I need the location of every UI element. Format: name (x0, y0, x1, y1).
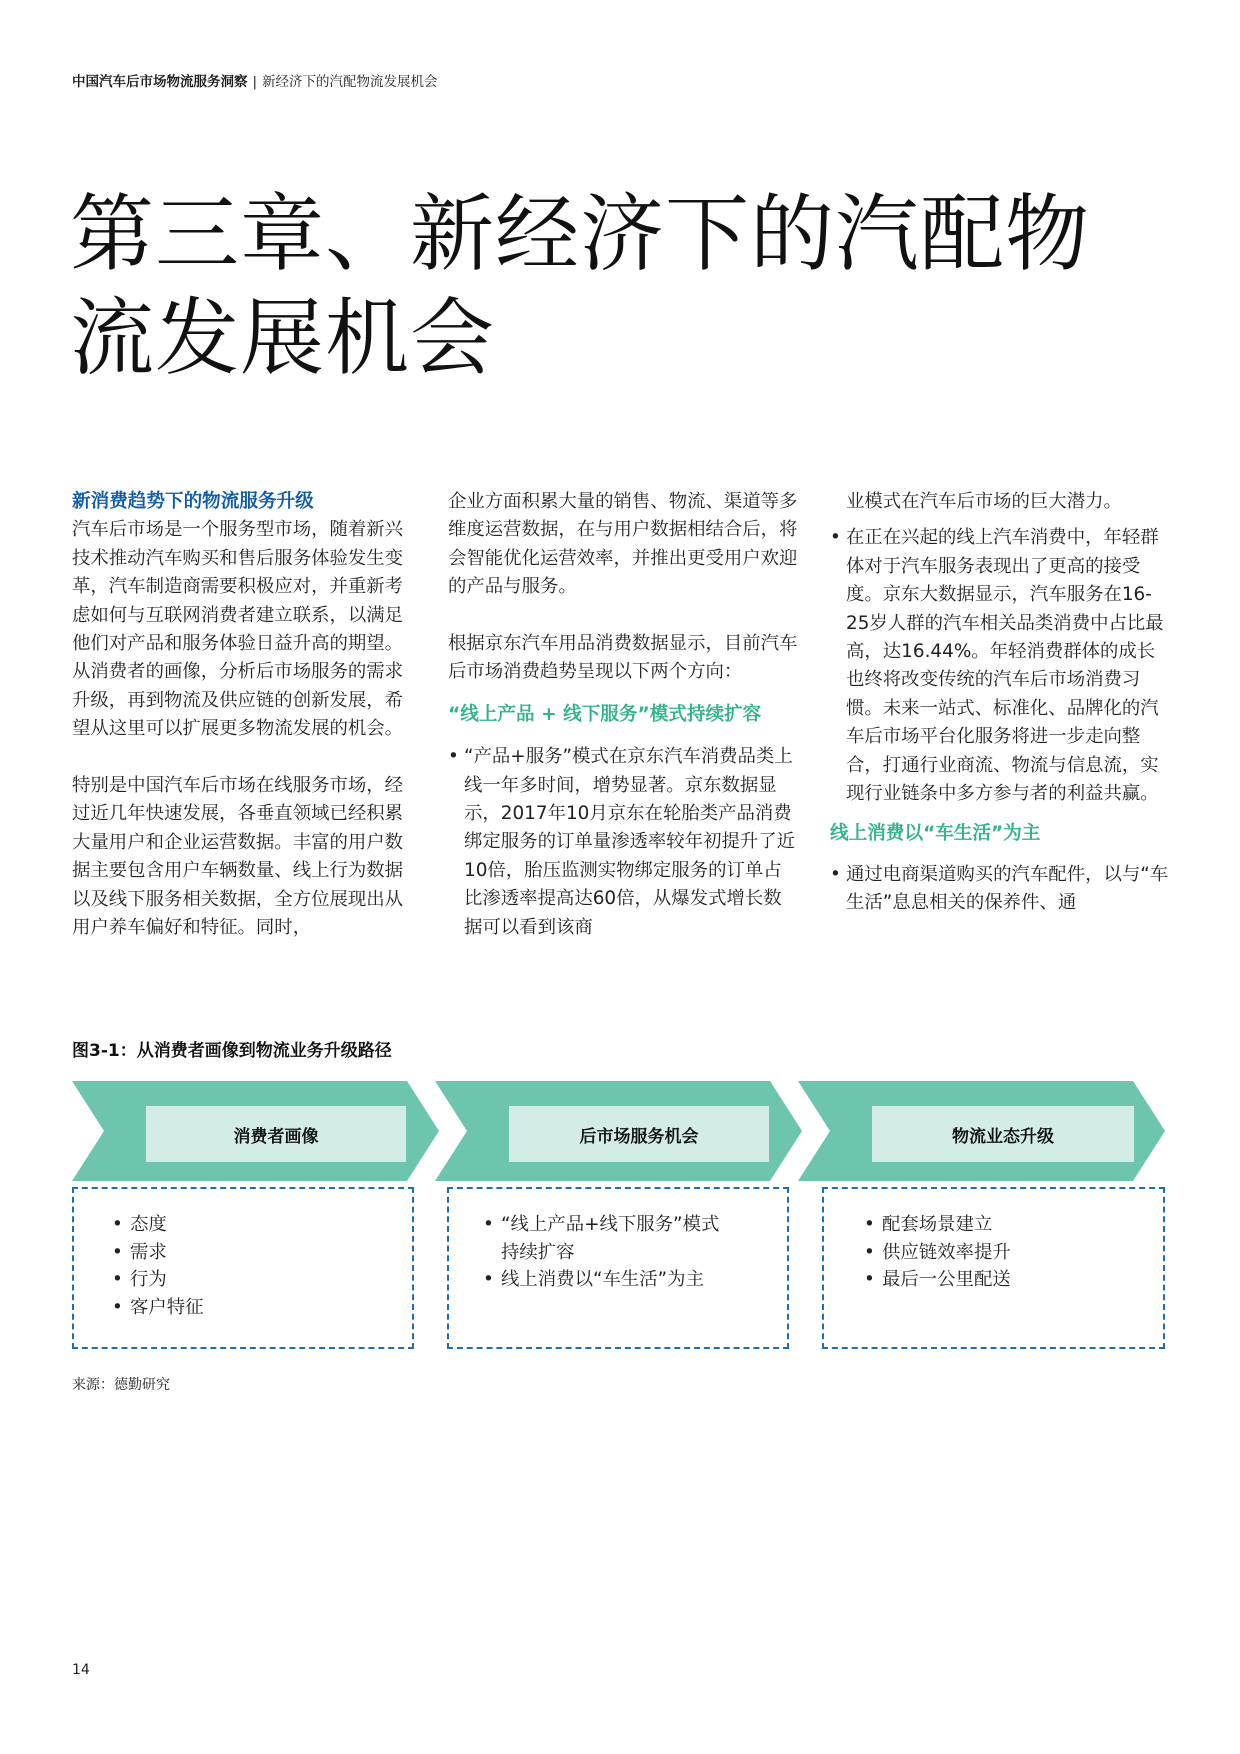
text-column-1 (72, 488, 412, 942)
bullet-item (448, 743, 798, 942)
list-item: • “线上产品+线下服务”模式持续扩容 (483, 1214, 720, 1263)
chevron-step-1-label: 消费者画像 (146, 1106, 406, 1162)
step-1-details-list (112, 1211, 204, 1321)
list-item: • 最后一公里配送 (864, 1269, 1011, 1290)
header-separator: | (252, 74, 258, 90)
list-item: • 配套场景建立 (864, 1214, 993, 1235)
paragraph: 汽车后市场是一个服务型市场，随着新兴技术推动汽车购买和售后服务体验发生变革，汽车制造商需要积极应对，并重新考虑如何与互联网消费者建立联系，以满足他们对产品和服务体验日益升高的期望。从消费者的画像，分析后市场服务的需求升级，再到物流及供应链的创新发展，希望从这里可以扩展更多物流发展的机会。 (72, 519, 404, 740)
header-report-title: 中国汽车后市场物流服务洞察 (72, 74, 248, 90)
trend-subhead: “线上产品 + 线下服务”模式持续扩容 (448, 703, 762, 725)
list-item: • 客户特征 (112, 1296, 204, 1318)
paragraph: 企业方面积累大量的销售、物流、渠道等多维度运营数据，在与用户数据相结合后，将会智能优化运营效率，并推出更受用户欢迎的产品与服务。 (448, 491, 798, 598)
figure-source: 来源：德勤研究 (72, 1377, 170, 1393)
step-1-details-box (72, 1187, 414, 1349)
text-column-3 (830, 488, 1172, 918)
paragraph: 根据京东汽车用品消费数据显示，目前汽车后市场消费趋势呈现以下两个方向： (448, 633, 798, 683)
step-2-details-list (483, 1211, 723, 1294)
step-3-details-box (822, 1187, 1165, 1349)
step-3-details-list (864, 1211, 1011, 1294)
header-section-title: 新经济下的汽配物流发展机会 (262, 74, 438, 90)
paragraph-continuation: 业模式在汽车后市场的巨大潜力。 (846, 491, 1122, 512)
bullet-item (830, 861, 1172, 918)
figure-title: 图3-1：从消费者画像到物流业务升级路径 (72, 1041, 392, 1061)
list-item: • 线上消费以“车生活”为主 (483, 1269, 704, 1290)
paragraph: 特别是中国汽车后市场在线服务市场，经过近几年快速发展，各垂直领域已经积累大量用户和企业运营数据。丰富的用户数据主要包含用户车辆数量、线上行为数据以及线下服务相关数据，全方位展现出从用户养车偏好和特征。同时， (72, 775, 404, 939)
page-number: 14 (72, 1662, 90, 1678)
list-item: • 行为 (112, 1269, 167, 1290)
chevron-step-3-label: 物流业态升级 (872, 1106, 1134, 1162)
bullet-dot: • (448, 746, 459, 768)
list-item: • 供应链效率提升 (864, 1241, 1011, 1263)
bullet-dot: • (830, 527, 841, 549)
text-column-2 (448, 488, 798, 942)
chapter-title-line1: 第三章、新经济下的汽配物 (70, 185, 1091, 283)
process-chevron-row (72, 1081, 1165, 1181)
section-subhead: 新消费趋势下的物流服务升级 (72, 491, 314, 512)
list-item: • 需求 (112, 1241, 167, 1263)
bullet-dot: • (830, 863, 841, 885)
list-item: • 态度 (112, 1214, 167, 1235)
chapter-title (70, 182, 1170, 390)
bullet-text: 在正在兴起的线上汽车消费中，年轻群体对于汽车服务表现出了更高的接受度。京东大数据显示，汽车服务在16-25岁人群的汽车相关品类消费中占比最高，达16.44%。年轻消费群体的成长也终将改变传统的汽车后市场消费习惯。未来一站式、标准化、品牌化的汽车后市场平台化服务将进一步走向整合，打通行业商流、物流与信息流，实现行业链条中多方参与者的利益共赢。 (846, 527, 1164, 805)
bullet-text: 通过电商渠道购买的汽车配件，以与“车生活”息息相关的保养件、通 (846, 863, 1169, 914)
step-2-details-box (447, 1187, 789, 1349)
running-header (72, 70, 438, 90)
trend-subhead: 线上消费以“车生活”为主 (830, 823, 1041, 845)
chapter-title-line2: 流发展机会 (70, 289, 496, 387)
bullet-text: “产品+服务”模式在京东汽车消费品类上线一年多时间，增势显著。京东数据显示，2017年10月京东在轮胎类产品消费绑定服务的订单量渗透率较年初提升了近10倍，胎压监测实物绑定服务的订单占比渗透率提高达60倍，从爆发式增长数据可以看到该商 (464, 746, 796, 938)
chevron-step-2-label: 后市场服务机会 (509, 1106, 769, 1162)
bullet-item (830, 524, 1172, 808)
